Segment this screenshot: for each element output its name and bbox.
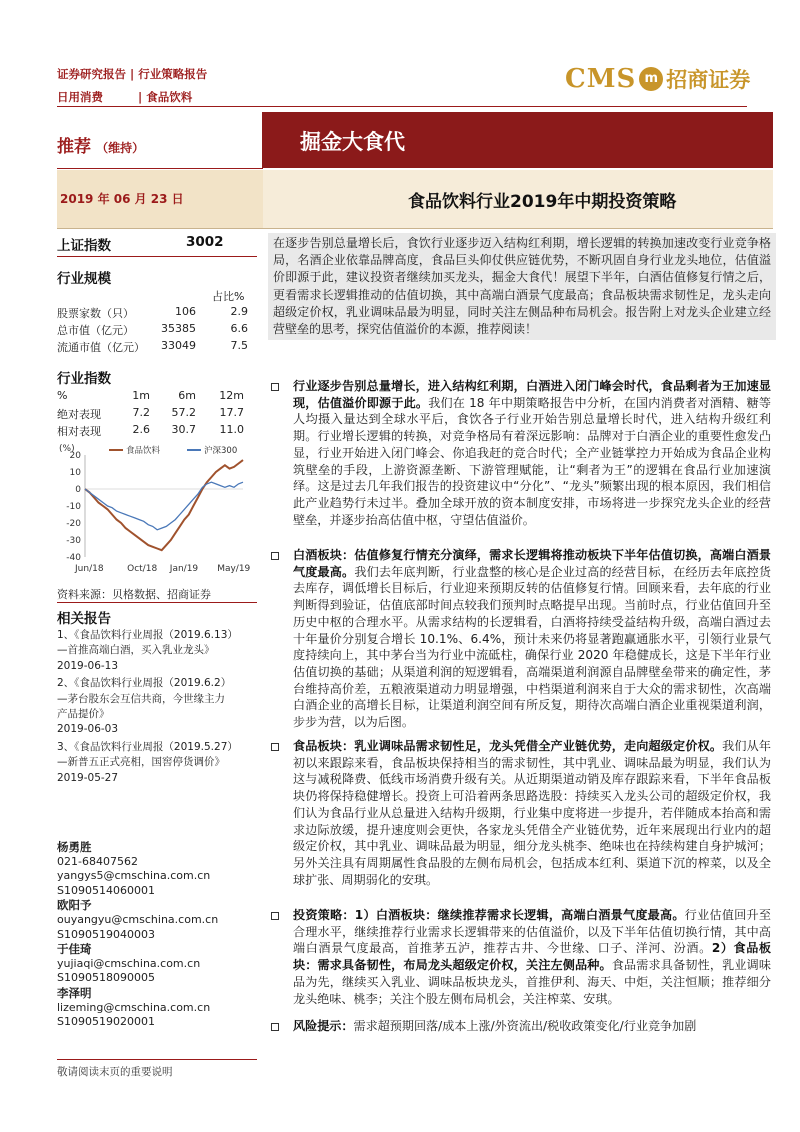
perf-row-label: 相对表现 [57,425,101,438]
analyst-name: 李泽明 [57,985,92,1000]
analyst-email[interactable]: ouyangyu@cmschina.com.cn [57,912,219,926]
analyst [57,898,262,942]
x-tick-label: May/19 [217,564,251,574]
related-title: 相关报告 [57,611,111,627]
summary-box: 在逐步告别总量增长后，食饮行业逐步迈入结构红利期，增长逻辑的转换加速改变行业竞争格局，名酒企业依靠品牌高度，食品巨头仰仗供应链优势，不断巩固自身行业龙头地位，估值溢价即源于此，建议投资者继续加买龙头，掘金大食代！展望下半年，白酒估值修复行情之后，更看需求长逻辑推动的估值切换，其中高端白酒景气度最高；食品板块需求韧性足，龙头走向超级定价权，乳业调味品最为明显，同时关注左侧品种布局机会。报告附上对龙头企业建立经营壁垒的思考，探究估值溢价的本源，推荐阅读！ [268,233,776,340]
scale-row-pct: 6.6 [230,322,248,335]
bullet-text: 我们去年底判断，行业盘整的核心是企业过高的经营目标，在经历去年底控货去库存，调低增长目标后，行业迎来预期反转的估值修复行情。回顾来看，去年底的行业判断得到验证，估值底部时间点较我们预判时点略提早出现。当前时点，行业估值回升至历史中枢的合理水平。从需求结构的长逻辑看，白酒将持续受益结构升级，高端白酒过去十年量价分别复合增长 10.1%、6.4%，预计未来仍将显著跑赢通胀水平，引领行业景气度持续向上，其中茅台当为行业中流砥柱，确保行业 2020 年稳健成长，这是下半年行业估值切换的基础；从渠道利润的短逻辑看，高端渠道利润源自品牌壁垒带来的确定性，茅台维持高价差，五粮液渠道动力明显增强，中档渠道利润来自于大众的需求韧性，次高端白酒企业的高增长目标，让渠道利润空间有所反复，期待次高端白酒企业重视渠道利润，步步为营，以为后图。 [293,564,771,730]
perf-title: 行业指数 [57,371,111,387]
analyst-license: S1090519040003 [57,927,155,941]
related-item[interactable] [57,740,262,786]
perf-header: % [57,389,68,402]
square-bullet-icon [271,1023,279,1031]
analyst [57,986,262,1030]
cms-logo [565,64,750,94]
related-item-date: 2019-06-03 [57,723,119,736]
index-divider [57,256,257,257]
related-item[interactable] [57,628,262,674]
bullet-text: 食品需求具备韧性，乳业调味品为先，继续买入乳业、调味品板块龙头，首推伊利、海天、中炬，关注恒顺；推荐细分龙头绝味、桃李；关注个股左侧布局机会，关注榨菜、安琪。 [293,958,771,1006]
footer-divider [57,1059,257,1060]
bullet-heading: 2）食品板块：需求具备韧性，布局龙头超级定价权，关注左侧品种。 [293,941,771,973]
analyst-name: 杨勇胜 [57,840,92,854]
source-divider [57,602,257,603]
chart-source: 资料来源：贝格数据、招商证券 [57,588,211,601]
related-item-date: 2019-05-27 [57,771,119,784]
bullet-text: 我们从年初以来跟踪来看，食品板块保持相当的需求韧性，其中乳业、调味品最为明显，我们认为这与减税降费、低线市场消费升级有关。从近期渠道动销及库存跟踪来看，下半年食品板块仍将保持稳健增长。投资上可沿着两条思路选股：持续买入龙头公司的超级定价权，我们认为食品行业从总量进入结构升级期，行业集中度将进一步提升，若伴随成本抬高和需求边际放缓，提升速度则会更快，各家龙头凭借全产业链优势，近年来展现出行业内的超级定价权，其中乳业、调味品最为明显，细分龙头桃李、绝味也在持续构建自身护城河；另外关注具有周期属性食品股的左侧布局机会，包括成本红利、渠道下沉的榨菜，以及全球扩张、周期弱化的安琪。 [293,739,771,887]
perf-cell: 11.0 [219,423,244,436]
analyst [57,942,262,986]
sector-minor: | 食品饮料 [138,90,193,104]
scale-row-label: 总市值（亿元） [57,324,134,337]
scale-row-pct: 7.5 [230,339,248,352]
banner-title: 掘金大食代 [300,130,405,154]
related-list [57,628,262,786]
x-tick-label: Jun/18 [75,564,104,574]
analyst-license: S1090518090005 [57,971,155,985]
scale-row-label: 流通市值（亿元） [57,341,145,354]
rating-sub: （维持） [96,141,145,155]
related-item-title: 2、《食品饮料行业周报（2019.6.2） [57,677,232,690]
legend-label: 沪深300 [204,446,238,456]
scale-row-label: 股票家数（只） [57,307,134,320]
related-item-title: 1、《食品饮料行业周报（2019.6.13） [57,629,238,641]
x-tick-label: Jan/19 [169,564,199,574]
related-item-title: 3、《食品饮料行业周报（2019.5.27） [57,740,238,753]
analyst-email[interactable]: yangys5@cmschina.com.cn [57,869,211,883]
y-tick-label: 10 [69,468,81,478]
series-line-csi300 [85,482,243,530]
perf-header: 1m [132,389,150,402]
series-line-food-beverage [85,460,243,550]
related-item-subtitle: 产品提价》 [57,708,110,721]
analyst-license: S1090514060001 [57,883,155,897]
legend-label: 食品饮料 [126,446,161,456]
bullet-text: 需求超预期回落/成本上涨/外资流出/税收政策变化/行业竞争加剧 [353,1019,697,1033]
analyst-email[interactable]: lizeming@cmschina.com.cn [57,1000,211,1014]
perf-cell: 30.7 [171,423,196,436]
perf-cell: 57.2 [171,406,196,419]
index-value: 3002 [186,234,224,250]
bullet-strategy [271,907,771,1007]
scale-row-value: 35385 [161,322,196,335]
rating-main: 推荐 [57,137,91,157]
perf-cell: 2.6 [132,423,150,436]
y-tick-label: -40 [66,553,81,563]
logo-circle-icon: m [639,67,663,91]
related-item-date: 2019-06-13 [57,659,119,672]
analyst-name: 于佳琦 [57,942,92,957]
related-item-subtitle: —茅台股东会互信共商，今世缘主力 [57,692,225,705]
analyst [57,840,262,898]
y-tick-label: -20 [66,519,81,529]
bullet-heading: 行业逐步告别总量增长，进入结构红利期，白酒进入闭门峰会时代，食品剩者为王加速显现，估值溢价即源于此。 [293,379,771,410]
y-tick-label: 0 [75,485,81,495]
square-bullet-icon [271,552,279,560]
x-tick-label: Oct/18 [127,564,158,574]
related-item-subtitle: —新普五正式亮相，国窖停货调价》 [57,756,225,769]
analyst-license: S1090519020001 [57,1015,155,1029]
logo-en: CMS [565,64,637,94]
square-bullet-icon [271,912,279,920]
analyst-list [57,840,262,1030]
perf-cell: 17.7 [219,406,244,419]
banner [262,112,773,168]
y-tick-label: -10 [66,502,81,512]
scale-title: 行业规模 [57,271,111,287]
index-label: 上证指数 [57,238,111,254]
bullet-text: 我们在 18 年中期策略报告中分析，在国内消费者对酒精、糖等人均摄入量达到全球水平后，食饮各子行业开始告别总量增长时代，进入结构升级红利期。行业增长逻辑的转换，对竞争格局有着深远影响：品牌对于白酒企业的重要性愈发凸显，行业开始进入闭门峰会、你追我赶的竞合时代；全产业链掌控力开始成为食品企业构筑壁垒的手段，上游资源垄断、下游管理赋能，让“剩者为王”的逻辑在食品行业加速演绎。这是过去几年我们报告的投资建议中“分化”、“龙头”频繁出现的根本原因，我们相信此产业趋势行未过半。叠加全球开放的资本制度安排，市场将进一步探究龙头企业的经营壁垒，并逐步抬高估值中枢，守望估值溢价。 [293,395,771,527]
analyst-email[interactable]: yujiaqi@cmschina.com.cn [57,956,201,970]
industry-index-chart [57,441,257,579]
scale-row-pct: 2.9 [230,305,248,318]
rating-divider [57,168,263,169]
bullet-text: 行业估值回升至合理水平，继续推荐行业需求长逻辑带来的估值溢价，以及下半年估值切换行情，其中高端白酒景气度最高，首推茅五泸，推荐古井、今世缘、口子、洋河、汾酒。 [293,908,771,956]
bullet-risk [271,1018,771,1035]
square-bullet-icon [271,383,279,391]
bullet-heading: 白酒板块：估值修复行情充分演绎，需求长逻辑将推动板块下半年估值切换，高端白酒景气度最高。 [293,548,771,579]
sector-major: 日用消费 [57,90,103,104]
perf-row-label: 绝对表现 [57,408,101,421]
bullet-food [271,738,771,888]
y-tick-label: -30 [66,536,81,546]
report-title: 食品饮料行业2019年中期投资策略 [408,192,677,212]
y-axis-label: (%) [59,444,75,454]
report-type: 证券研究报告 | 行业策略报告 [57,67,208,81]
report-date: 2019 年 06 月 23 日 [60,192,184,206]
bullet-heading: 风险提示： [293,1019,354,1033]
analyst-phone: 021-68407562 [57,854,138,868]
scale-pct-header: 占比% [212,290,245,303]
perf-cell: 7.2 [132,406,150,419]
footer-note: 敬请阅读末页的重要说明 [57,1066,173,1078]
bullet-heading: 食品板块：乳业调味品需求韧性足，龙头凭借全产业链优势，走向超级定价权。 [293,739,723,753]
rating [57,132,144,157]
scale-row-value: 106 [175,305,196,318]
header-divider [57,106,747,107]
date-divider [57,228,773,229]
scale-row-value: 33049 [161,339,196,352]
bullet-heading: 投资策略：1）白酒板块：继续推荐需求长逻辑，高端白酒景气度最高。 [293,908,685,922]
square-bullet-icon [271,743,279,751]
analyst-name: 欧阳予 [57,898,92,913]
logo-cn: 招商证券 [666,68,751,92]
perf-header: 6m [178,389,196,402]
bullet-industry [271,378,771,528]
perf-header: 12m [219,389,244,402]
related-item-subtitle: —首推高端白酒，买入乳业龙头》 [57,644,215,657]
related-item[interactable] [57,676,262,738]
bullet-baijiu [271,547,771,731]
y-tick-label: 20 [69,451,81,461]
